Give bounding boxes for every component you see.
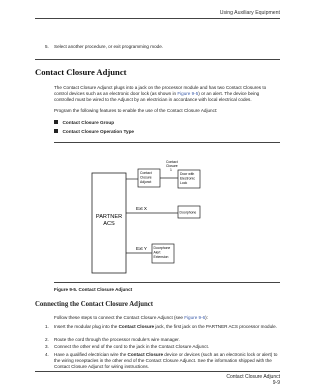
step-5 [45,44,164,49]
contact-closure-label: 1 [170,168,172,172]
step-bold-text: Contact Closure [127,352,164,357]
bullet-item [54,120,114,125]
section-title: Contact Closure Adjunct [35,67,127,77]
step-number: 1. [45,324,49,329]
program-paragraph: Program the following features to enable the use of the Contact Closure Adjunct: [54,108,218,113]
step-number: 3. [45,344,49,349]
adjunct-label: Closure [140,175,152,180]
bullet-text: Contact Closure Group [62,120,115,125]
step-2 [45,337,280,343]
figure-link[interactable]: Figure 9-5 [177,91,199,97]
contact-closure-diagram [54,143,280,281]
bullet-icon [54,129,58,133]
step-text: Select another procedure, or exit programming mode. [54,44,164,49]
footer-title: Contact Closure Adjunct [226,374,280,380]
adjunct-label: Contact [140,171,152,175]
partner-label-1: PARTNER [95,214,123,220]
step-text: Have a qualified electrician wire the [54,352,128,357]
page-number: 9-9 [272,380,280,386]
paragraph-text: The Contact Closure Adjunct plugs into a jack on the processor module and has two Contact Closures to control devices such as an electronic door lock (as shown in [54,85,267,97]
subsection-intro [54,315,280,321]
door-label: Lock [180,181,188,185]
contact-closure-label: Closure [166,164,178,168]
step-text: Route the cord through the processor module’s wire manager. [54,337,180,342]
bullet-icon [54,120,58,124]
doorphone-label: Doorphone [179,210,197,215]
step-text: device or devices (such as an electronic lock or alert) to the wiring receptacles in the other end of the Contact Closure Adjunct. See the information shipped with the Contact Closure Adjunct for wiring instructions. [54,352,278,369]
ext-x-label: Ext X [136,206,147,211]
phone-label: Extension [153,255,169,259]
step-number: 4. [45,352,49,357]
adjunct-label: Adjunct [140,180,152,184]
step-4 [45,352,280,369]
figure-bottom-rule [54,282,280,283]
subsection-title: Connecting the Contact Closure Adjunct [35,301,154,308]
step-3 [45,344,280,350]
step-text: Insert the modular plug into the [54,324,119,329]
step-text: Connect the other end of the cord to the jack in the Contact Closure Adjunct. [54,344,210,349]
section-rule [35,59,280,60]
bullet-item [54,129,134,134]
step-number: 5. [45,44,49,49]
door-label: Electronic [180,176,195,181]
paragraph-text: Follow these steps to connect the Contact Closure Adjunct (see [54,315,185,320]
ext-y-label: Ext Y [136,246,147,251]
door-label: Door with [180,172,195,176]
paragraph-text: ): [205,315,208,320]
footer-rule [35,371,280,372]
step-1 [45,324,280,330]
running-footer [226,374,280,386]
running-header: Using Auxiliary Equipment [219,10,280,16]
phone-label: Doorphone [153,246,171,250]
header-rule [35,18,280,19]
figure-link[interactable]: Figure 9-6 [184,315,206,320]
step-text: jack, the first jack on the PARTNER ACS processor module. [154,324,277,329]
intro-paragraph [54,85,280,104]
step-bold-text: Contact Closure [118,324,155,329]
figure-caption: Figure 9-5. Contact Closure Adjunct [54,287,133,292]
bullet-text: Contact Closure Operation Type [62,129,135,134]
step-number: 2. [45,337,49,342]
partner-label-2: ACS [103,221,115,227]
contact-closure-label: Contact [166,160,178,164]
phone-label: Alert [153,250,161,255]
paragraph-text: ) or an alert. The device being controlled must be wired to the Adjunct by an electrician in accordance with local electrical codes. [54,91,260,103]
